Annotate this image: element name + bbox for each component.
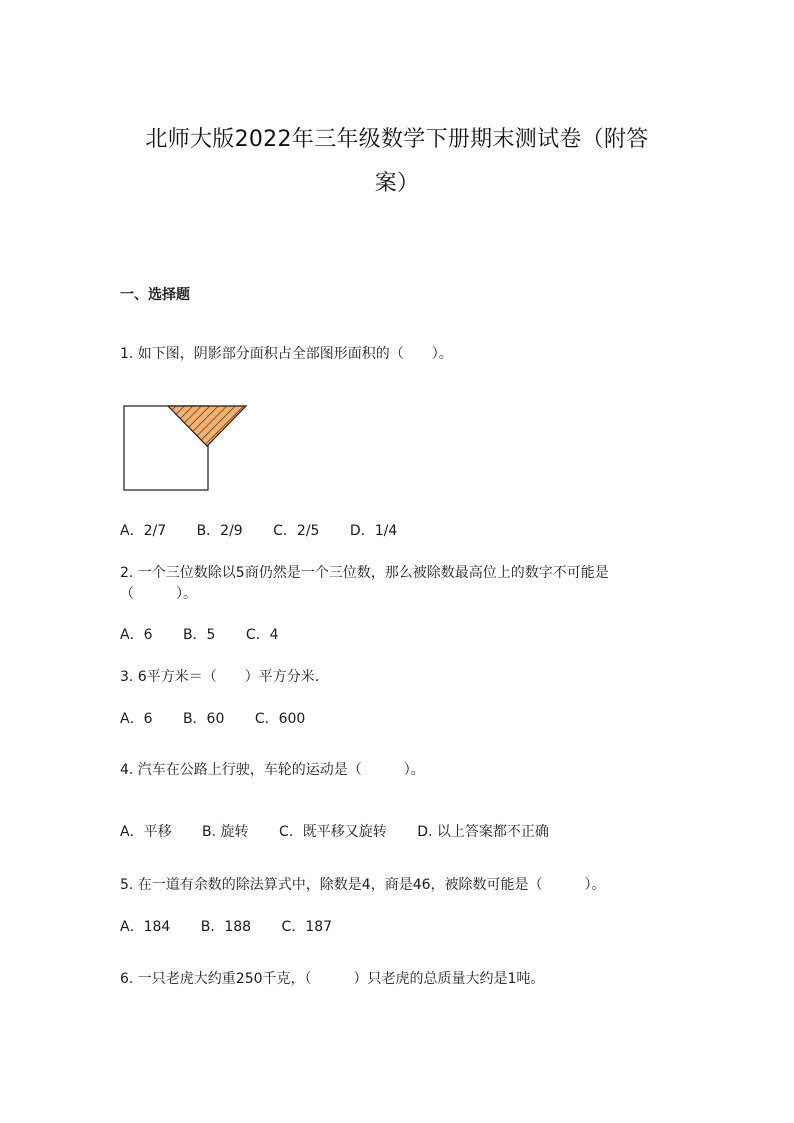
- option-5c[interactable]: C．187: [281, 919, 333, 935]
- question-1-options: [120, 521, 423, 542]
- option-4d[interactable]: D. 以上答案都不正确: [417, 824, 549, 840]
- title-line-2: 案）: [374, 171, 420, 196]
- question-2-stem: 2. 一个三位数除以5商仍然是一个三位数，那么被除数最高位上的数字不可能是（ ）。: [120, 565, 609, 602]
- option-3a[interactable]: A．6: [120, 711, 153, 727]
- page-title: [100, 118, 694, 206]
- question-3-stem: 3. 6平方米＝（ ）平方分米.: [120, 669, 320, 685]
- question-3-options: [120, 709, 331, 730]
- option-3b[interactable]: B．60: [182, 711, 225, 727]
- section-heading: 一、选择题: [120, 287, 190, 303]
- question-2-options: [120, 625, 305, 646]
- option-4c[interactable]: C．既平移又旋转: [279, 824, 387, 840]
- question-5-options: [120, 917, 358, 938]
- option-2c[interactable]: C．4: [245, 627, 279, 643]
- question-6-stem: 6. 一只老虎大约重250千克，（ ）只老虎的总质量大约是1吨。: [120, 971, 545, 987]
- question-1-stem: 1. 如下图，阴影部分面积占全部图形面积的（ ）。: [120, 346, 453, 362]
- option-1a[interactable]: A．2/7: [120, 523, 167, 539]
- title-line-1: 北师大版2022年三年级数学下册期末测试卷（附答: [145, 127, 649, 152]
- option-1c[interactable]: C．2/5: [273, 523, 320, 539]
- question-4-options: [120, 822, 575, 843]
- question-5-stem: 5. 在一道有余数的除法算式中，除数是4，商是46，被除数可能是（ ）。: [120, 877, 606, 893]
- option-5a[interactable]: A．184: [120, 919, 171, 935]
- option-4b[interactable]: B. 旋转: [202, 824, 249, 840]
- option-3c[interactable]: C．600: [254, 711, 306, 727]
- option-1d[interactable]: D．1/4: [349, 523, 398, 539]
- option-1b[interactable]: B．2/9: [196, 523, 243, 539]
- option-2b[interactable]: B．5: [182, 627, 216, 643]
- option-5b[interactable]: B．188: [200, 919, 252, 935]
- question-4-stem: 4. 汽车在公路上行驶，车轮的运动是（ ）。: [120, 762, 425, 778]
- question-1-figure: [120, 402, 250, 494]
- option-4a[interactable]: A．平移: [120, 824, 172, 840]
- option-2a[interactable]: A．6: [120, 627, 153, 643]
